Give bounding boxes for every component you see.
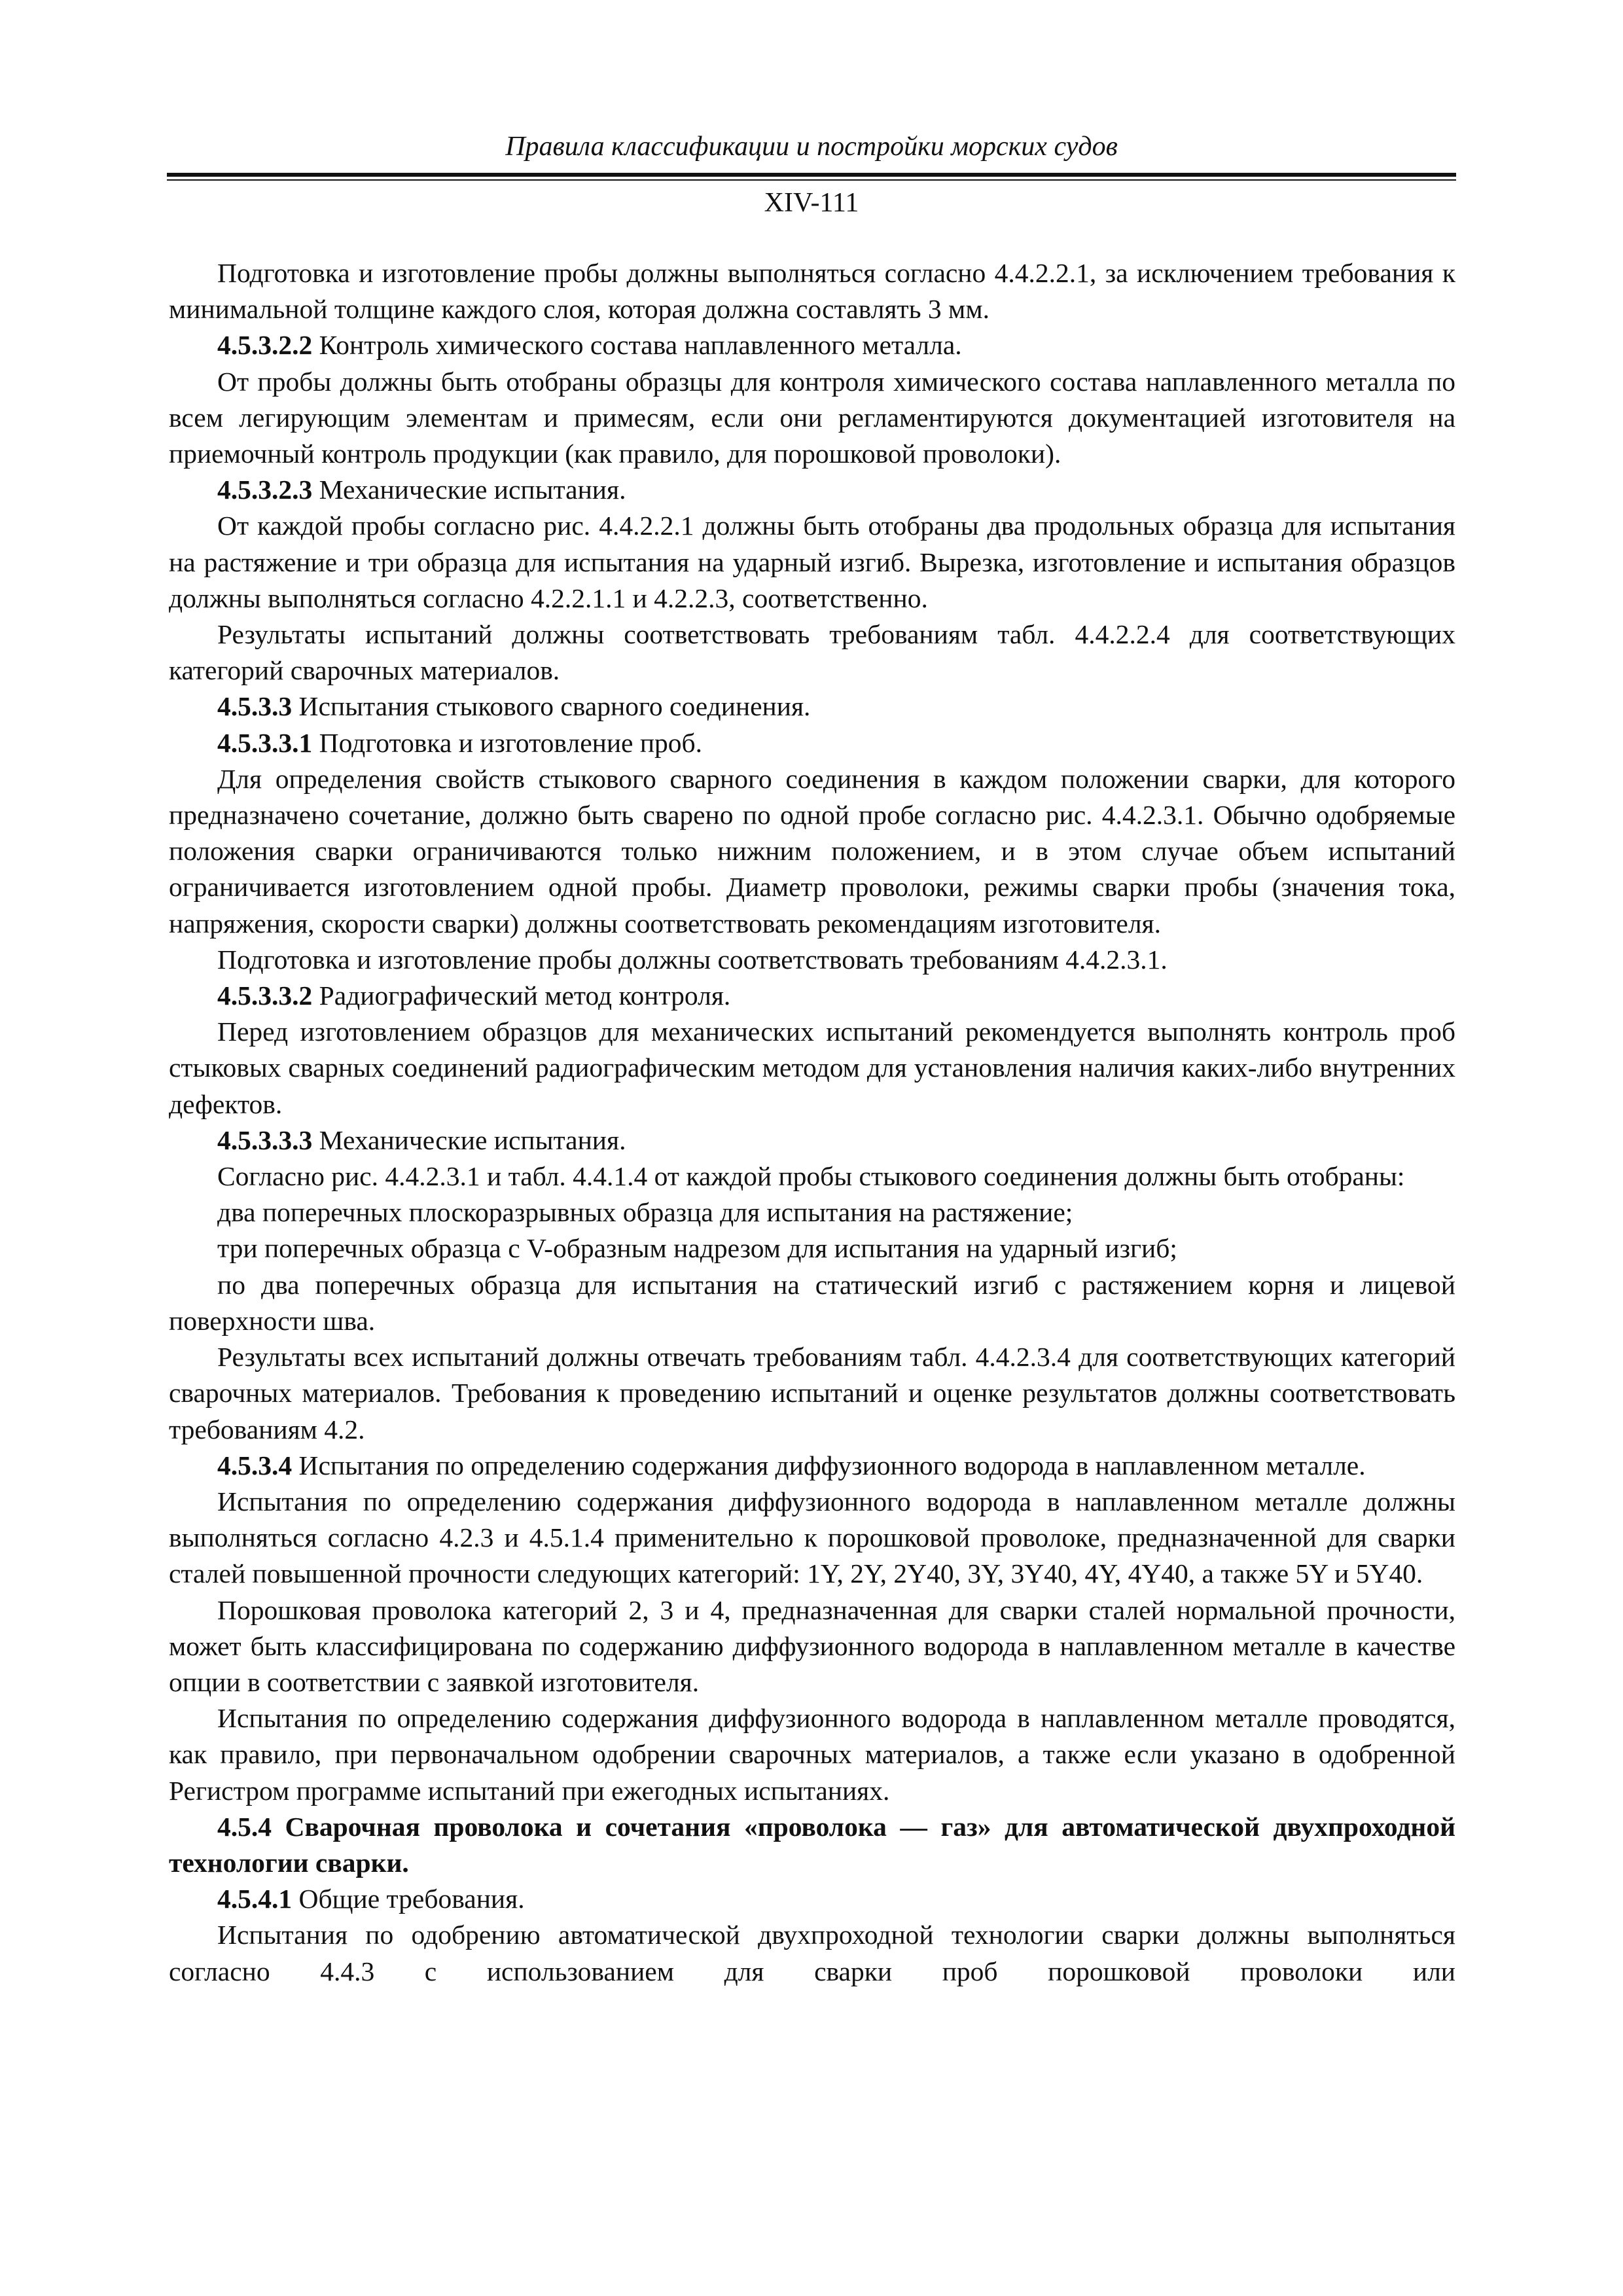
paragraph-text: Перед изготовлением образцов для механических испытаний рекомендуется выполнять контроль проб стыковых сварных соединений радиографическим методом для установления наличия каких-либо внутренних дефектов. [169,1016,1455,1119]
paragraph-text: Испытания по определению содержания диффузионного водорода в наплавленном металле должны выполняться согласно 4.2.3 и 4.5.1.4 применительно к порошковой проволоке, предназначенной для сварки сталей повышенной прочности следующих категорий: 1Y, 2Y, 2Y40, 3Y, 3Y40, 4Y, 4Y40, а также 5Y и 5Y40. [169,1486,1455,1589]
paragraph [169,1158,1455,1194]
section-heading-text: 4.5.4 Сварочная проволока и сочетания «проволока — газ» для автоматической двухпроходной технологии сварки. [169,1811,1455,1878]
paragraph-text: Испытания по определению содержания диффузионного водорода в наплавленном металле проводятся, как правило, при первоначальном одобрении сварочных материалов, а также если указано в одобренной Регистром программе испытаний при ежегодных испытаниях. [169,1703,1455,1806]
paragraph [169,1700,1455,1809]
paragraph-text: От пробы должны быть отобраны образцы для контроля химического состава наплавленного металла по всем легирующим элементам и примесям, если они регламентируются документацией изготовителя на приемочный контроль продукции (как правило, для порошковой проволоки). [169,366,1455,469]
paragraph-text: Результаты всех испытаний должны отвечать требованиям табл. 4.4.2.3.4 для соответствующих категорий сварочных материалов. Требования к проведению испытаний и оценке результатов должны соответствовать требованиям 4.2. [169,1342,1455,1444]
clause-title: Механические испытания. [312,475,626,505]
clause-heading [169,978,1455,1014]
list-item-text: три поперечных образца с V-образным надрезом для испытания на ударный изгиб; [217,1233,1177,1264]
clause-heading [169,472,1455,508]
clause-title: Радиографический метод контроля. [312,980,731,1011]
paragraph [169,617,1455,689]
clause-title: Испытания стыкового сварного соединения. [292,691,811,722]
section-heading [169,1809,1455,1881]
paragraph [169,1917,1455,1989]
list-item-text: два поперечных плоскоразрывных образца для испытания на растяжение; [217,1197,1073,1228]
paragraph-text: Подготовка и изготовление пробы должны выполняться согласно 4.4.2.2.1, за исключением требования к минимальной толщине каждого слоя, которая должна составлять 3 мм. [169,258,1455,325]
clause-number: 4.5.4.1 [217,1884,293,1914]
clause-title: Контроль химического состава наплавленного металла. [312,330,962,361]
clause-number: 4.5.3.2.2 [217,330,313,361]
clause-title: Механические испытания. [312,1124,626,1155]
clause-title: Испытания по определению содержания диффузионного водорода в наплавленном металле. [292,1450,1366,1480]
paragraph [169,364,1455,473]
clause-number: 4.5.3.2.3 [217,475,313,505]
running-header-title: Правила классификации и постройки морских судов [505,132,1118,162]
paragraph-text: Испытания по одобрению автоматической двухпроходной технологии сварки должны выполняться согласно 4.4.3 с использованием для сварки проб порошковой проволоки или [169,1920,1455,1986]
header-rule-thin [167,179,1456,181]
paragraph [169,1339,1455,1448]
clause-heading [169,689,1455,725]
page-number: XIV-111 [764,188,859,218]
paragraph [169,761,1455,942]
clause-heading [169,1448,1455,1484]
list-item-text: по два поперечных образца для испытания на статический изгиб с растяжением корня и лицевой поверхности шва. [169,1269,1455,1336]
paragraph [169,1014,1455,1122]
clause-title: Подготовка и изготовление проб. [312,727,703,758]
clause-heading [169,1881,1455,1917]
paragraph-text: Согласно рис. 4.4.2.3.1 и табл. 4.4.1.4 от каждой пробы стыкового соединения должны быть отобраны: [217,1161,1405,1192]
paragraph-text: Для определения свойств стыкового сварного соединения в каждом положении сварки, для которого предназначено сочетание, должно быть сварено по одной пробе согласно рис. 4.4.2.3.1. Обычно одобряемые положения сварки ограничиваются только нижним положением, и в этом случае объем испытаний ограничивается изготовлением одной пробы. Диаметр проволоки, режимы сварки пробы (значения тока, напряжения, скорости сварки) должны соответствовать рекомендациям изготовителя. [169,763,1455,939]
document-body [169,255,1455,1990]
list-item [169,1194,1455,1230]
clause-heading [169,725,1455,761]
list-item [169,1230,1455,1266]
paragraph [169,255,1455,327]
paragraph-text: Результаты испытаний должны соответствовать требованиям табл. 4.4.2.2.4 для соответствующих категорий сварочных материалов. [169,619,1455,686]
paragraph-text: Порошковая проволока категорий 2, 3 и 4, предназначенная для сварки сталей нормальной прочности, может быть классифицирована по содержанию диффузионного водорода в наплавленном металле в качестве опции в соответствии с заявкой изготовителя. [169,1594,1455,1697]
paragraph [169,942,1455,978]
paragraph-text: От каждой пробы согласно рис. 4.4.2.2.1 должны быть отобраны два продольных образца для испытания на растяжение и три образца для испытания на ударный изгиб. Вырезка, изготовление и испытания образцов должны выполняться согласно 4.2.2.1.1 и 4.2.2.3, соответственно. [169,511,1455,613]
paragraph [169,1592,1455,1701]
paragraph [169,508,1455,617]
clause-number: 4.5.3.3.2 [217,980,313,1011]
paragraph [169,1484,1455,1592]
clause-title: Общие требования. [292,1884,525,1914]
header-rule-thick [167,173,1456,177]
list-item [169,1267,1455,1339]
clause-heading [169,327,1455,363]
paragraph-text: Подготовка и изготовление пробы должны соответствовать требованиям 4.4.2.3.1. [217,944,1168,975]
clause-number: 4.5.3.4 [217,1450,293,1480]
clause-heading [169,1122,1455,1158]
clause-number: 4.5.3.3.1 [217,727,313,758]
clause-number: 4.5.3.3.3 [217,1124,313,1155]
clause-number: 4.5.3.3 [217,691,293,722]
